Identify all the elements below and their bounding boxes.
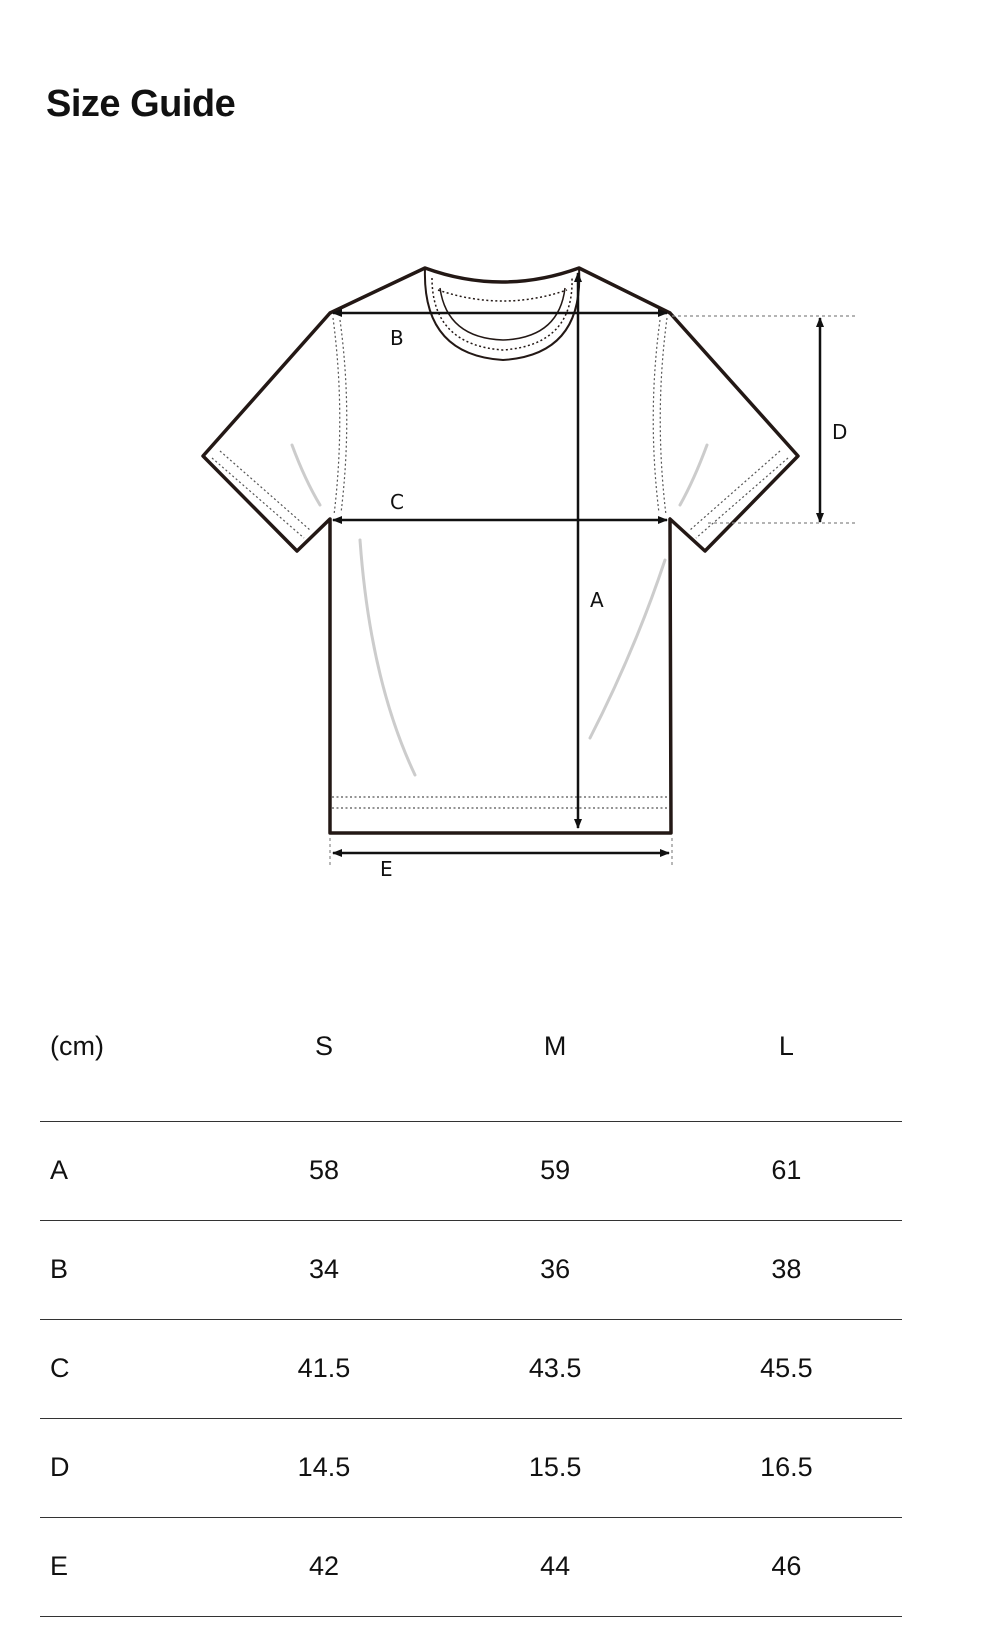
size-header-m: M [440, 1025, 671, 1121]
measure-label-a: A [590, 588, 604, 612]
cell-value: 44 [440, 1517, 671, 1616]
cell-value: 14.5 [208, 1418, 439, 1517]
cell-value: 34 [208, 1220, 439, 1319]
row-label: E [40, 1517, 208, 1616]
tshirt-outline [203, 268, 798, 833]
row-label: A [40, 1121, 208, 1220]
cell-value: 43.5 [440, 1319, 671, 1418]
size-header-l: L [671, 1025, 902, 1121]
table-row [40, 1319, 902, 1418]
measure-label-c: C [390, 490, 404, 514]
row-label: D [40, 1418, 208, 1517]
cell-value: 15.5 [440, 1418, 671, 1517]
cell-value: 38 [671, 1220, 902, 1319]
cell-value: 16.5 [671, 1418, 902, 1517]
page-title: Size Guide [46, 83, 236, 125]
table-header-row [40, 1025, 902, 1121]
size-header-s: S [208, 1025, 439, 1121]
row-label: B [40, 1220, 208, 1319]
row-label: C [40, 1319, 208, 1418]
measure-label-b: B [390, 326, 404, 350]
table-row [40, 1121, 902, 1220]
cell-value: 36 [440, 1220, 671, 1319]
cell-value: 59 [440, 1121, 671, 1220]
cell-value: 41.5 [208, 1319, 439, 1418]
measure-label-d: D [832, 420, 848, 444]
table-row [40, 1418, 902, 1517]
fabric-shading [292, 445, 707, 775]
table-row [40, 1517, 902, 1616]
cell-value: 42 [208, 1517, 439, 1616]
cell-value: 45.5 [671, 1319, 902, 1418]
table-row [40, 1220, 902, 1319]
cell-value: 61 [671, 1121, 902, 1220]
cell-value: 46 [671, 1517, 902, 1616]
stitching [212, 318, 788, 808]
cell-value: 58 [208, 1121, 439, 1220]
measure-label-e: E [380, 857, 393, 881]
unit-header: (cm) [40, 1025, 208, 1121]
size-chart-table [40, 1025, 902, 1617]
